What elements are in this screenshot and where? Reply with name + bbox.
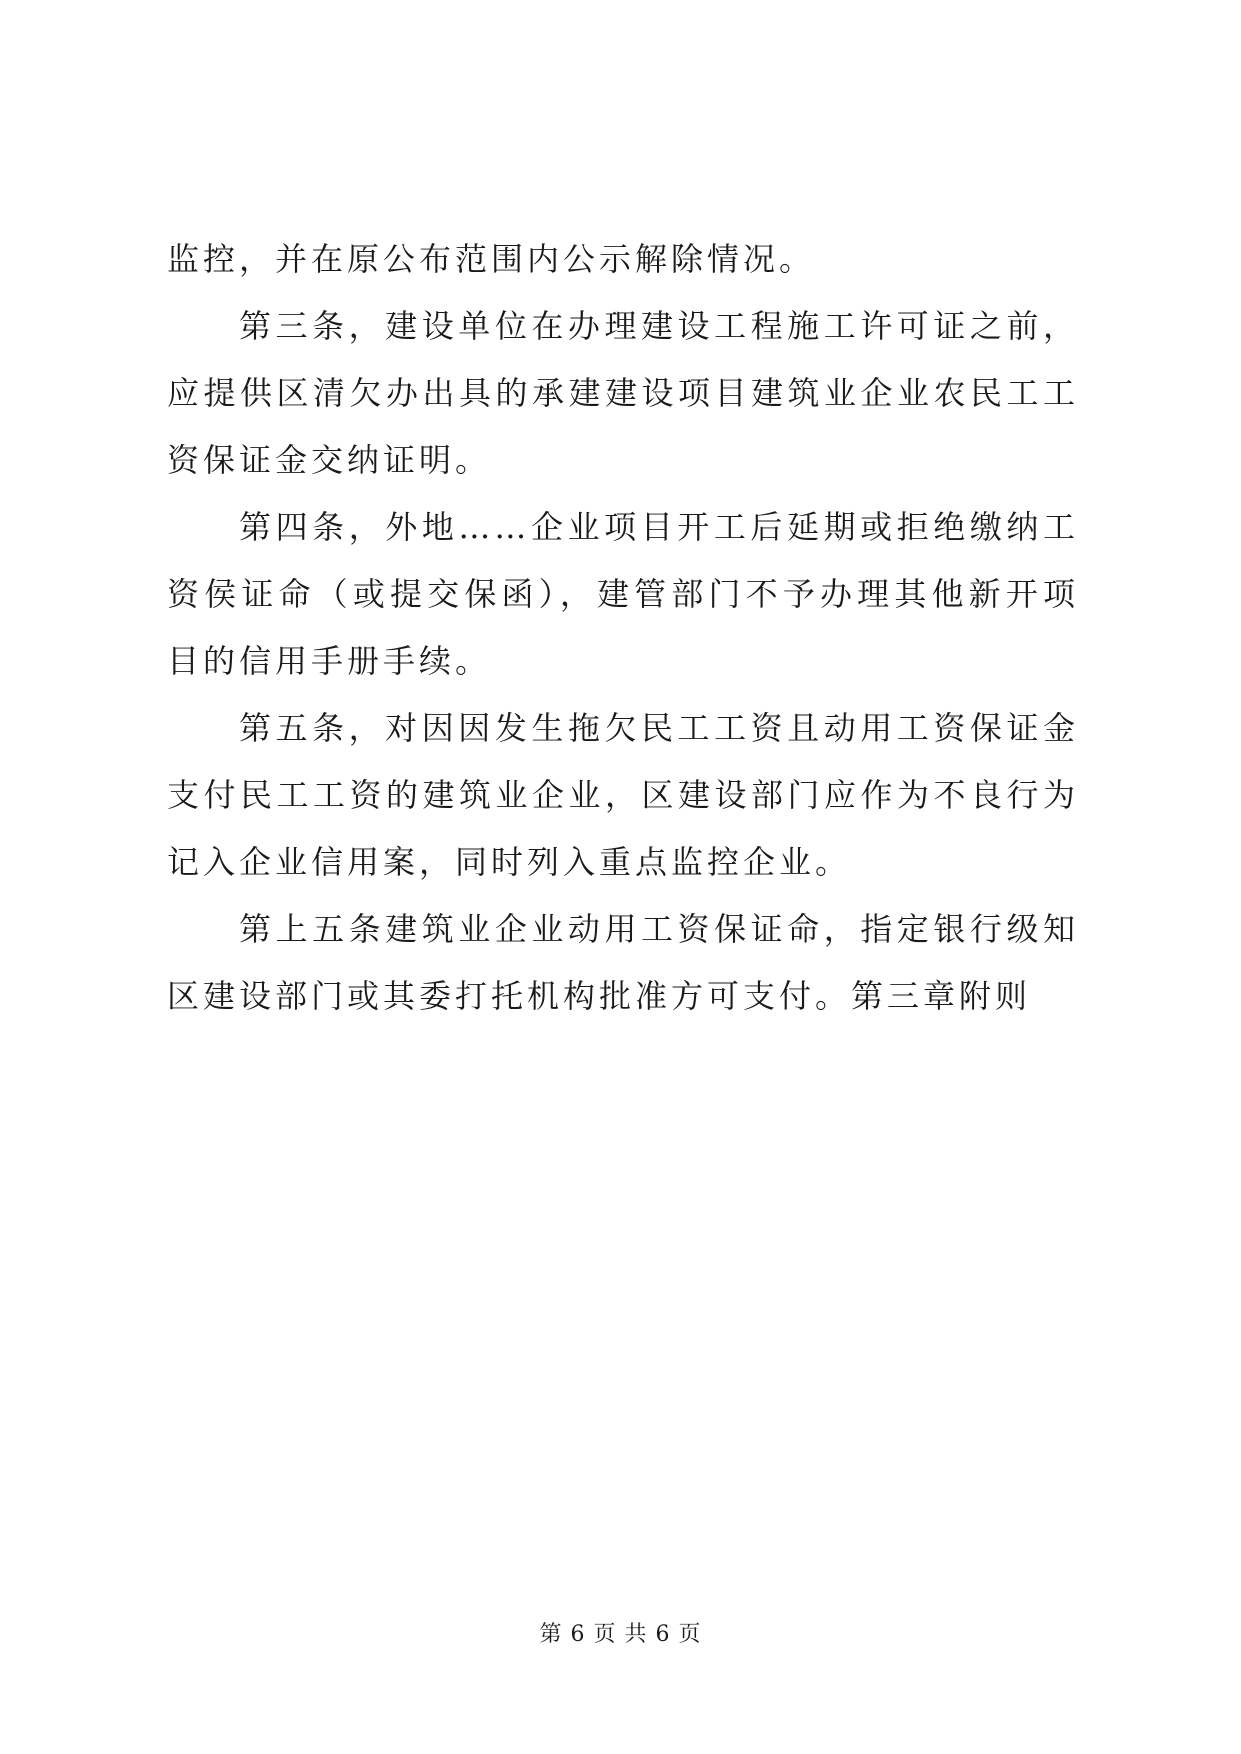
- paragraph-article-15: 第上五条建筑业企业动用工资保证命，指定银行级知区建设部门或其委打托机构批准方可支付。第三章附则: [167, 910, 1079, 1015]
- paragraph-article-3: 第三条，建设单位在办理建设工程施工许可证之前，应提供区清欠办出具的承建建设项目建筑业企业农民工工资保证金交纳证明。: [167, 307, 1079, 479]
- document-body: [167, 226, 1079, 1030]
- paragraph-article-4: 第四条，外地……企业项目开工后延期或拒绝缴纳工资侯证命（或提交保函），建管部门不予办理其他新开项目的信用手册手续。: [167, 508, 1079, 680]
- paragraph-continuation: 监控，并在原公布范围内公示解除情况。: [167, 240, 816, 278]
- page-footer: 第 6 页 共 6 页: [539, 1622, 702, 1647]
- paragraph-article-5: 第五条，对因因发生拖欠民工工资且动用工资保证金支付民工工资的建筑业企业，区建设部门应作为不良行为记入企业信用案，同时列入重点监控企业。: [167, 709, 1079, 881]
